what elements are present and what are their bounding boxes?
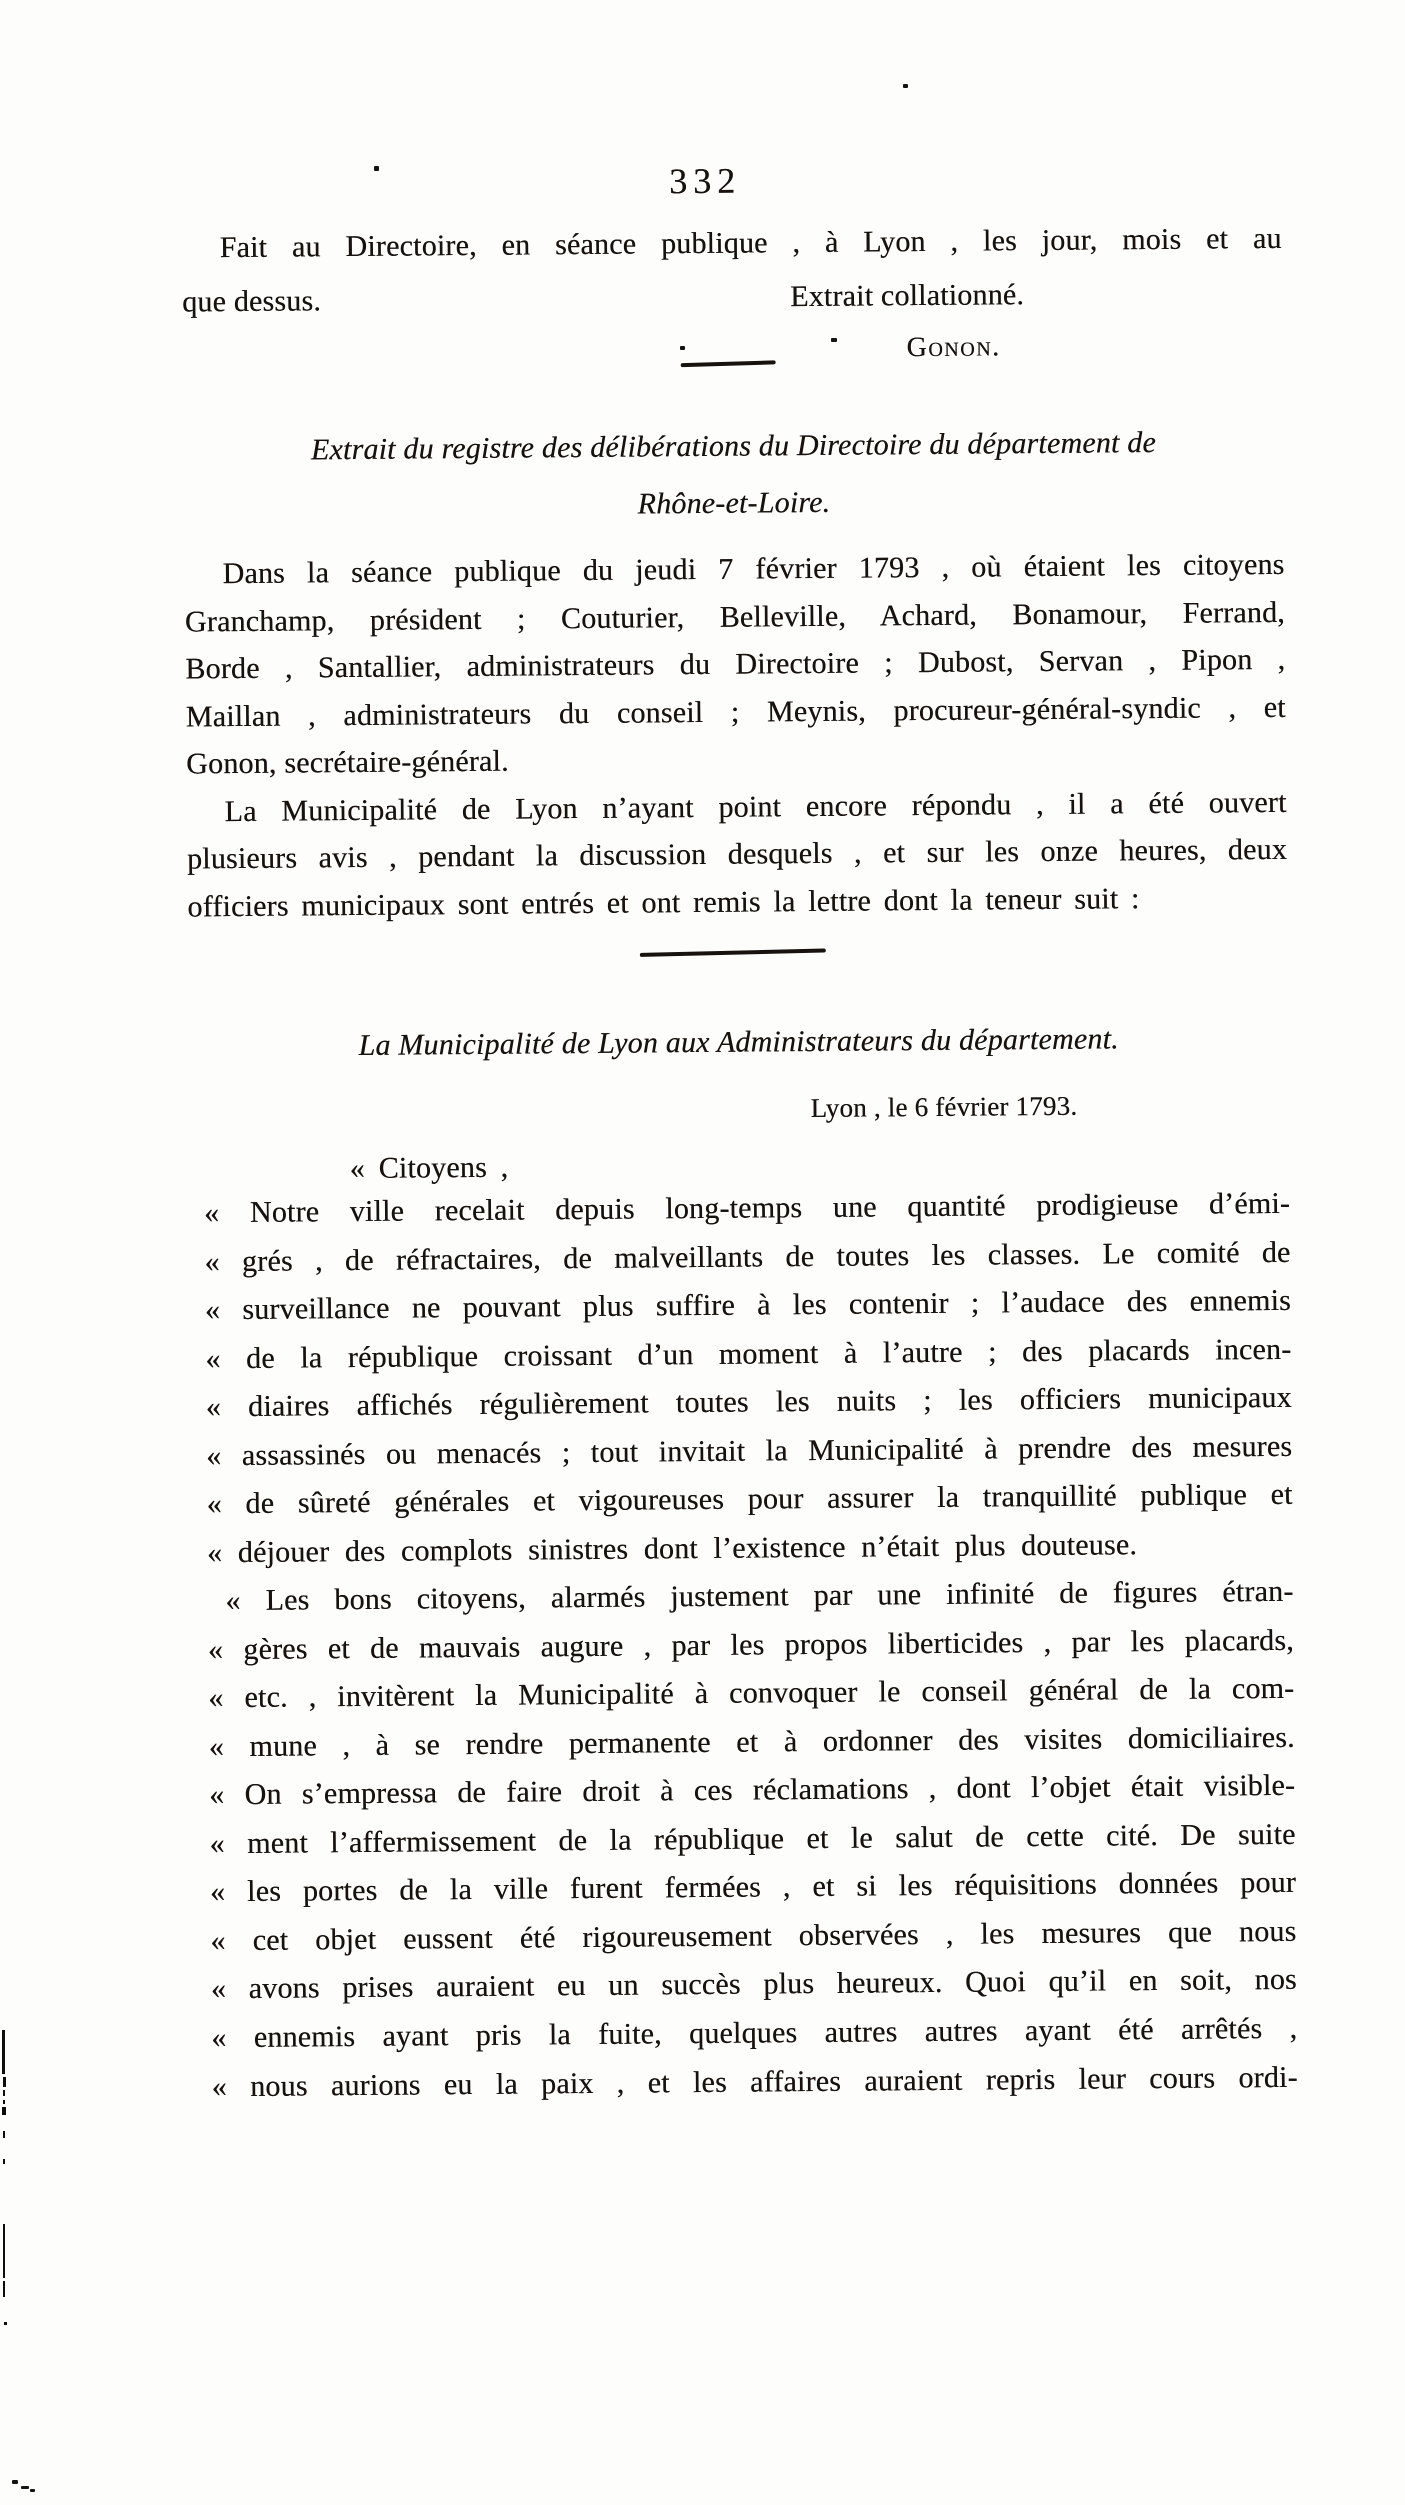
extract-heading-line-1: Extrait du registre des délibérations du Directoire du département de (310, 425, 1157, 467)
scan-edge-mark (3, 2090, 5, 2096)
session-line: Borde , Santallier, administrateurs du Directoire ; Dubost, Servan , Pipon , (185, 642, 1286, 686)
ink-speck (831, 338, 837, 342)
letter-line: « etc. , invitèrent la Municipalité à convoquer le conseil général de la com- (208, 1671, 1295, 1715)
letter-salutation: « Citoyens , (349, 1150, 509, 1186)
letter-line: « cet objet eussent été rigoureusement observées , les mesures que nous (210, 1914, 1297, 1958)
scan-edge-mark (3, 2159, 5, 2164)
signature-gonon: Gonon. (906, 331, 1001, 364)
letter-line: « diaires affichés régulièrement toutes les nuits ; les officiers municipaux (205, 1380, 1292, 1424)
ink-speck (21, 2486, 29, 2489)
page-number: 332 (668, 160, 742, 202)
letter-dateline: Lyon , le 6 février 1793. (810, 1090, 1078, 1124)
collation-note: Extrait collationné. (789, 278, 1025, 314)
scan-edge-mark (3, 2131, 5, 2138)
response-line: La Municipalité de Lyon n’ayant point encore répondu , il a été ouvert (224, 785, 1287, 829)
session-line: Dans la séance publique du jeudi 7 février 1793 , où étaient les citoyens (222, 547, 1285, 591)
response-line: plusieurs avis , pendant la discussion desquels , et sur les onze heures, deux (186, 832, 1288, 876)
ink-speck (680, 346, 685, 350)
signature-line (182, 325, 1282, 364)
letter-line: « les portes de la ville furent fermées , et si les réquisitions données pour (209, 1865, 1297, 1909)
scan-edge-mark (2, 2107, 6, 2115)
scan-edge-mark (3, 2077, 6, 2087)
letter-line: « assassinés ou menacés ; tout invitait la Municipalité à prendre des mesures (206, 1429, 1293, 1473)
letter-line: « gères et de mauvais augure , par les propos liberticides , par les placards, (207, 1623, 1295, 1667)
session-line: Maillan , administrateurs du conseil ; Meynis, procureur-général-syndic , et (185, 690, 1286, 734)
scan-edge-mark (2, 2030, 5, 2074)
letter-line: « On s’empressa de faire droit à ces réclamations , dont l’objet était visible- (209, 1768, 1296, 1812)
ink-speck (374, 166, 379, 171)
letter-line: « ennemis ayant pris la fuite, quelques autres autres ayant été arrêtés , (211, 2011, 1298, 2055)
page-text-block (180, 0, 1302, 2505)
response-line: officiers municipaux sont entrés et ont remis la lettre dont la teneur suit : (187, 882, 1140, 924)
letter-line: « surveillance ne pouvant plus suffire à les contenir ; l’audace des ennemis (204, 1283, 1292, 1327)
letter-line: « grés , de réfractaires, de malveillants de toutes les classes. Le comité de (204, 1235, 1291, 1279)
scan-edge-mark (3, 2100, 5, 2104)
letter-heading: La Municipalité de Lyon aux Administrateurs du département. (358, 1022, 1119, 1062)
scan-edge-mark (3, 2224, 5, 2278)
ink-speck (30, 2489, 35, 2492)
scan-edge-mark (3, 2281, 5, 2297)
session-line: Granchamp, président ; Couturier, Belleville, Achard, Bonamour, Ferrand, (184, 595, 1286, 639)
session-line: Gonon, secrétaire-général. (186, 744, 509, 781)
opening-line-2-left: que dessus. (181, 284, 322, 319)
letter-line: « déjouer des complots sinistres dont l’existence n’était plus douteuse. (206, 1528, 1138, 1570)
scan-edge-mark (4, 2322, 7, 2325)
letter-line: « Les bons citoyens, alarmés justement par une infinité de figures étran- (225, 1574, 1294, 1618)
separator-rule-2 (640, 948, 826, 957)
ink-speck (903, 84, 908, 88)
extract-heading-line-2: Rhône-et-Loire. (637, 485, 831, 521)
letter-line: « Notre ville recelait depuis long-temps une quantité prodigieuse d’émi- (203, 1186, 1291, 1230)
separator-rule-1 (681, 360, 776, 367)
opening-line-2 (182, 273, 1282, 323)
letter-line: « de sûreté générales et vigoureuses pour assurer la tranquillité publique et (206, 1477, 1293, 1521)
letter-line: « mune , à se rendre permanente et à ordonner des visites domiciliaires. (208, 1720, 1295, 1764)
letter-line: « ment l’affermissement de la république et le salut de cette cité. De suite (209, 1817, 1296, 1861)
letter-line: « de la république croissant d’un moment à l’autre ; des placards incen- (205, 1332, 1292, 1376)
ink-speck (12, 2480, 18, 2484)
letter-line: « avons prises auraient eu un succès plus heureux. Quoi qu’il en soit, nos (210, 1962, 1297, 2006)
letter-line: « nous aurions eu la paix , et les affaires auraient repris leur cours ordi- (211, 2060, 1298, 2104)
opening-line-1: Fait au Directoire, en séance publique , à Lyon , les jour, mois et au (219, 221, 1282, 265)
